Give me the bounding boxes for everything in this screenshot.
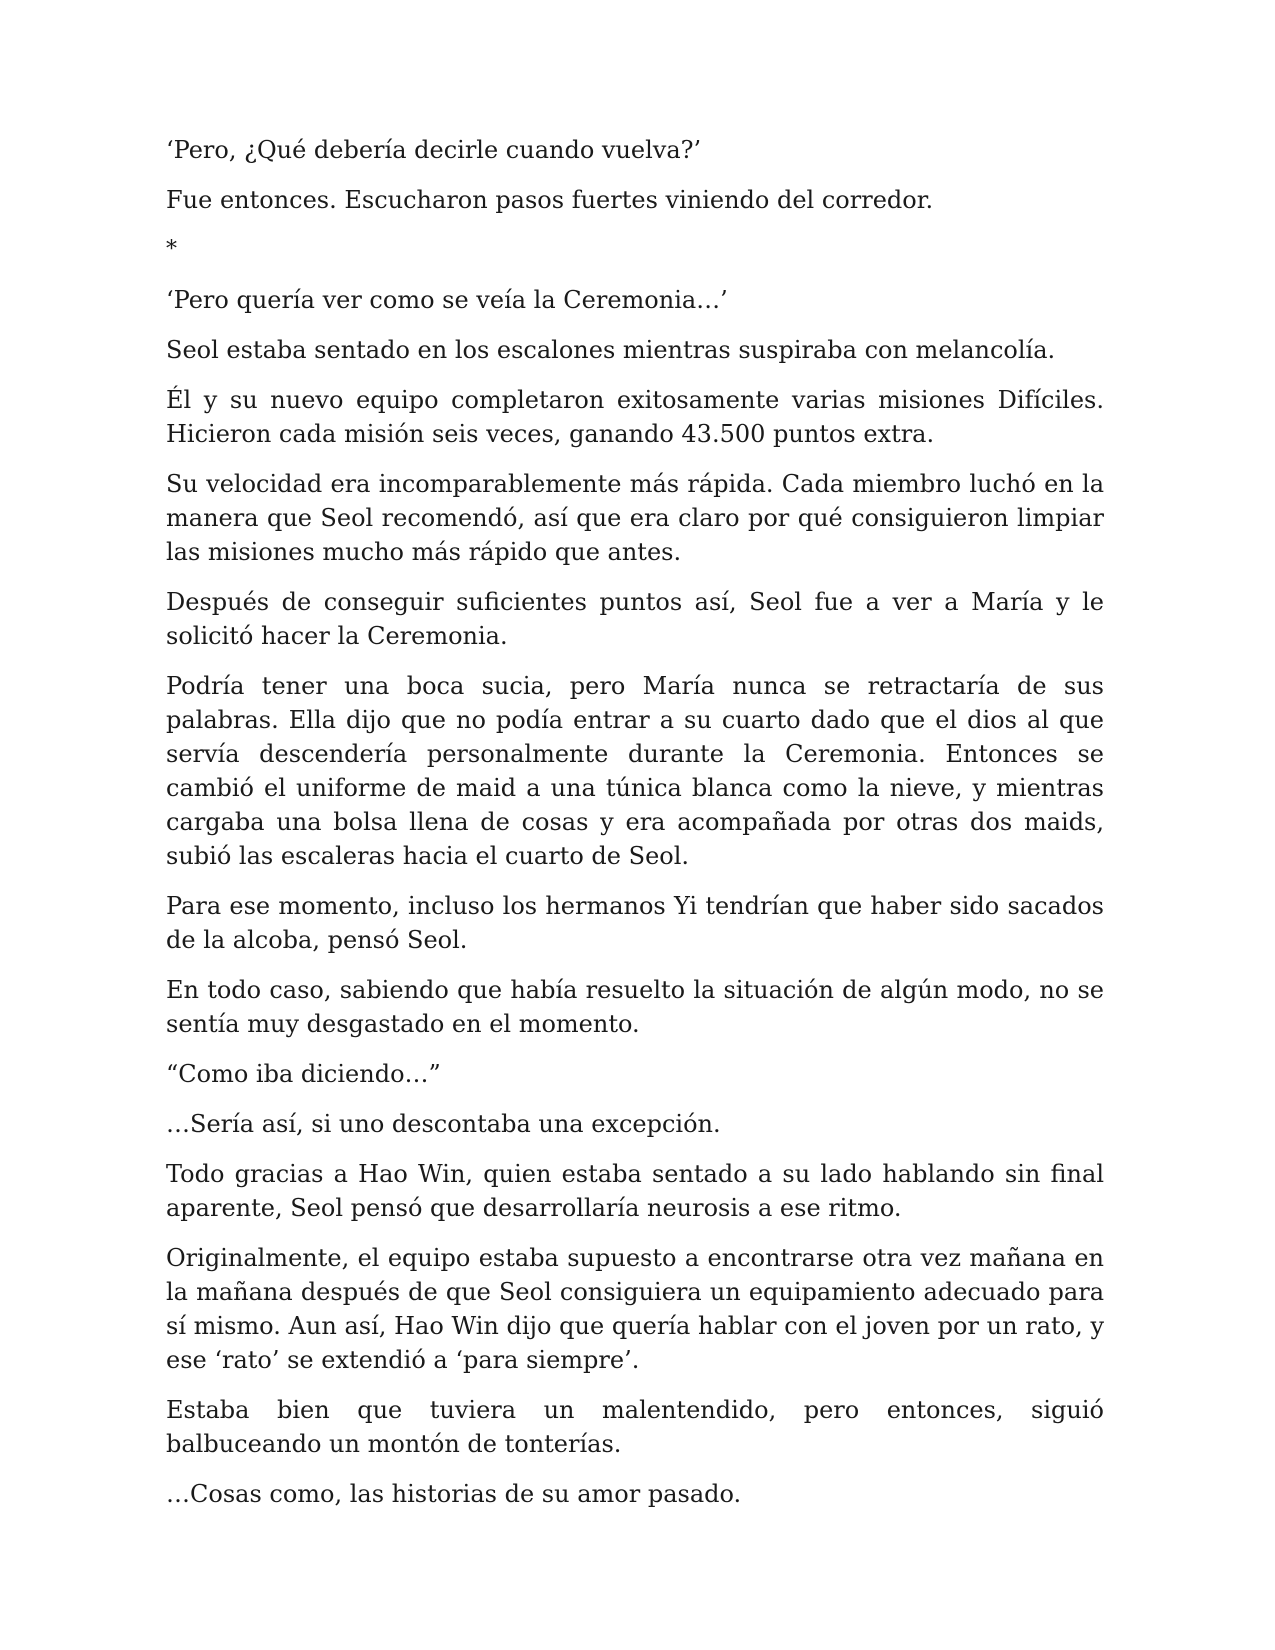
- paragraph-1: ‘Pero, ¿Qué debería decirle cuando vuelva?’: [166, 136, 702, 164]
- paragraph-6: Su velocidad era incomparablemente más rápida. Cada miembro luchó en la manera que Seol recomendó, así que era claro por qué consiguieron limpiar las misiones mucho más rápido que antes.: [166, 470, 1104, 566]
- paragraph-12: …Sería así, si uno descontaba una excepción.: [166, 1110, 721, 1138]
- paragraph-7: Después de conseguir suficientes puntos así, Seol fue a ver a María y le solicitó hacer la Ceremonia.: [166, 588, 1104, 650]
- document-page: [166, 133, 1104, 1527]
- paragraph-9: Para ese momento, incluso los hermanos Yi tendrían que haber sido sacados de la alcoba, pensó Seol.: [166, 892, 1104, 954]
- paragraph-16: …Cosas como, las historias de su amor pasado.: [166, 1480, 742, 1508]
- paragraph-11: “Como iba diciendo…”: [166, 1060, 441, 1088]
- paragraph-2: Fue entonces. Escucharon pasos fuertes viniendo del corredor.: [166, 186, 934, 214]
- paragraph-10: En todo caso, sabiendo que había resuelto la situación de algún modo, no se sentía muy desgastado en el momento.: [166, 976, 1104, 1038]
- paragraph-14: Originalmente, el equipo estaba supuesto a encontrarse otra vez mañana en la mañana después de que Seol consiguiera un equipamiento adecuado para sí mismo. Aun así, Hao Win dijo que quería hablar con el joven por un rato, y ese ‘rato’ se extendió a ‘para siempre’.: [166, 1244, 1104, 1374]
- paragraph-8: Podría tener una boca sucia, pero María nunca se retractaría de sus palabras. Ella dijo que no podía entrar a su cuarto dado que el dios al que servía descendería personalmente durante la Ceremonia. Entonces se cambió el uniforme de maid a una túnica blanca como la nieve, y mientras cargaba una bolsa llena de cosas y era acompañada por otras dos maids, subió las escaleras hacia el cuarto de Seol.: [166, 672, 1104, 870]
- paragraph-4: Seol estaba sentado en los escalones mientras suspiraba con melancolía.: [166, 336, 1056, 364]
- paragraph-3: ‘Pero quería ver como se veía la Ceremonia…’: [166, 286, 728, 314]
- paragraph-15: Estaba bien que tuviera un malentendido, pero entonces, siguió balbuceando un montón de tonterías.: [166, 1396, 1104, 1458]
- paragraph-5: Él y su nuevo equipo completaron exitosamente varias misiones Difíciles. Hicieron cada misión seis veces, ganando 43.500 puntos extra.: [166, 386, 1104, 448]
- scene-break: *: [166, 237, 177, 262]
- paragraph-13: Todo gracias a Hao Win, quien estaba sentado a su lado hablando sin final aparente, Seol pensó que desarrollaría neurosis a ese ritmo.: [166, 1160, 1104, 1222]
